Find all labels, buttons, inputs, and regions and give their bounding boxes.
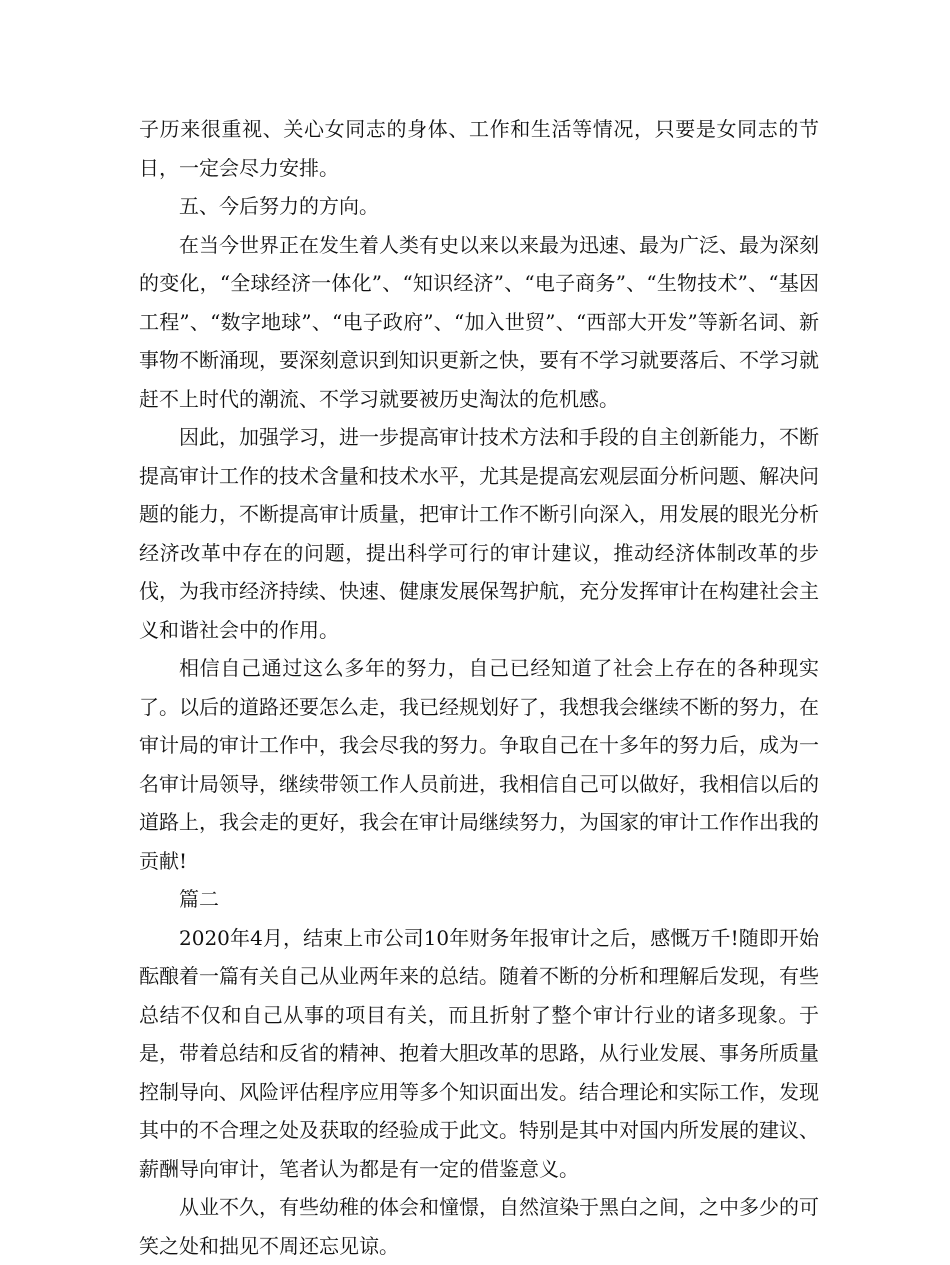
paragraph: 从业不久，有些幼稚的体会和憧憬，自然渲染于黑白之间，之中多少的可笑之处和拙见不周还忘见谅。	[139, 1195, 819, 1258]
paragraph-continued: 子历来很重视、关心女同志的身体、工作和生活等情况，只要是女同志的节日，一定会尽力安排。	[139, 117, 819, 180]
paragraph: 因此，加强学习，进一步提高审计技术方法和手段的自主创新能力，不断提高审计工作的技术含量和技术水平，尤其是提高宏观层面分析问题、解决问题的能力，不断提高审计质量，把审计工作不断引向深入，用发展的眼光分析经济改革中存在的问题，提出科学可行的审计建议，推动经济体制改革的步伐，为我市经济持续、快速、健康发展保驾护航，充分发挥审计在构建社会主义和谐社会中的作用。	[139, 425, 819, 642]
section-heading-future-direction: 五、今后努力的方向。	[179, 194, 379, 218]
section-heading-part-two: 篇二	[179, 887, 219, 911]
paragraph: 在当今世界正在发生着人类有史以来以来最为迅速、最为广泛、最为深刻的变化，“全球经济一体化”、“知识经济”、“电子商务”、“生物技术”、“基因工程”、“数字地球”、“电子政府”、“加入世贸”、“西部大开发”等新名词、新事物不断涌现，要深刻意识到知识更新之快，要有不学习就要落后、不学习就赶不上时代的潮流、不学习就要被历史淘汰的危机感。	[139, 232, 819, 411]
document-body	[139, 110, 819, 1265]
paragraph: 相信自己通过这么多年的努力，自己已经知道了社会上存在的各种现实了。以后的道路还要怎么走，我已经规划好了，我想我会继续不断的努力，在审计局的审计工作中，我会尽我的努力。争取自己在十多年的努力后，成为一名审计局领导，继续带领工作人员前进，我相信自己可以做好，我相信以后的道路上，我会走的更好，我会在审计局继续努力，为国家的审计工作作出我的贡献!	[139, 656, 819, 873]
paragraph: 2020年4月，结束上市公司10年财务年报审计之后，感慨万千!随即开始酝酿着一篇有关自己从业两年来的总结。随着不断的分析和理解后发现，有些总结不仅和自己从事的项目有关，而且折射了整个审计行业的诸多现象。于是，带着总结和反省的精神、抱着大胆改革的思路，从行业发展、事务所质量控制导向、风险评估程序应用等多个知识面出发。结合理论和实际工作，发现其中的不合理之处及获取的经验成于此文。特别是其中对国内所发展的建议、薪酬导向审计，笔者认为都是有一定的借鉴意义。	[139, 925, 819, 1181]
